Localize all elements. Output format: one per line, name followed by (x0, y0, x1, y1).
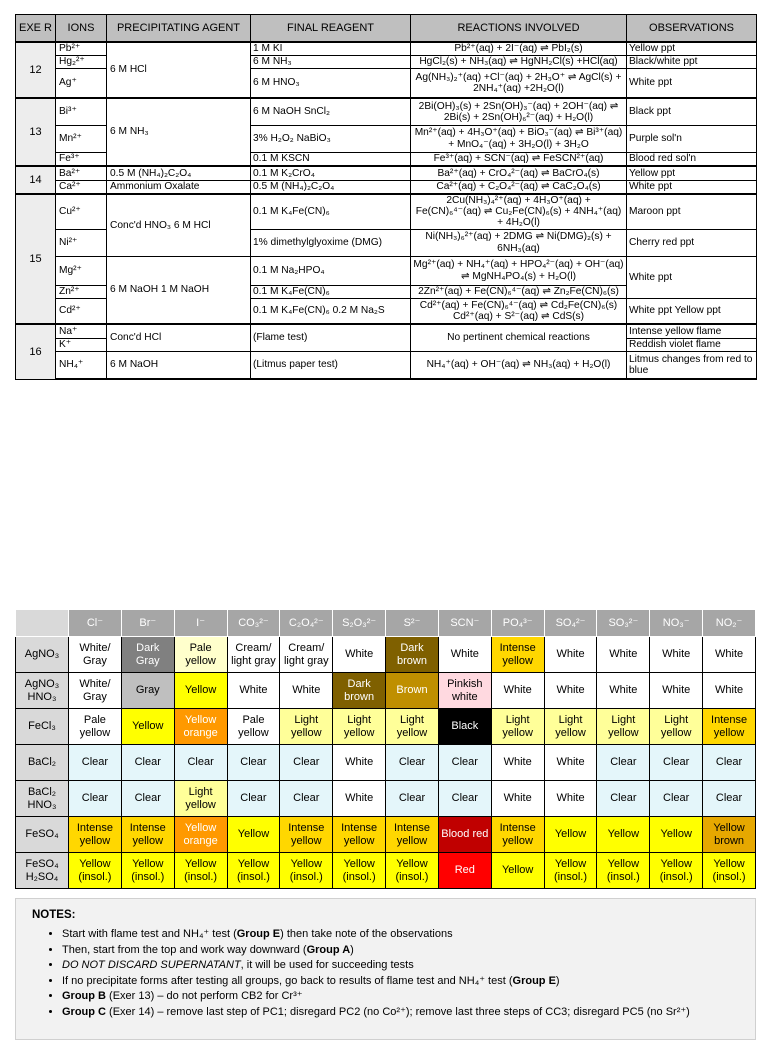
result-cell: Yellow (insol.) (280, 853, 333, 889)
result-cell: Clear (650, 781, 703, 817)
result-cell: Pale yellow (174, 637, 227, 673)
reagent-row-header: AgNO₃ HNO₃ (16, 673, 69, 709)
result-cell: Intense yellow (491, 817, 544, 853)
ion-cell: Hg₂²⁺ (56, 55, 107, 68)
result-cell: Yellow brown (703, 817, 756, 853)
result-cell: Clear (121, 745, 174, 781)
observation-cell: Blood red sol'n (627, 152, 757, 166)
anion-table-header (16, 610, 756, 637)
reagent-cell: 0.1 M KSCN (251, 152, 411, 166)
result-cell: White (491, 781, 544, 817)
reagent-cell: 6 M NaOH SnCl₂ (251, 98, 411, 125)
reagent-row-header: BaCl₂ HNO₃ (16, 781, 69, 817)
result-cell: Yellow (174, 673, 227, 709)
anion-column-header: SO₃²⁻ (597, 610, 650, 637)
result-cell: Yellow (insol.) (227, 853, 280, 889)
result-cell: Clear (227, 781, 280, 817)
exer-number: 13 (16, 98, 56, 166)
reaction-cell: HgCl₂(s) + NH₃(aq) ⇌ HgNH₂Cl(s) +HCl(aq) (411, 55, 627, 68)
result-cell: Pale yellow (69, 709, 122, 745)
reaction-cell: 2Bi(OH)₃(s) + 2Sn(OH)₃⁻(aq) + 2OH⁻(aq) ⇌ 2Bi(s) + 2Sn(OH)₆²⁻(aq) + H₂O(l) (411, 98, 627, 125)
note-item (62, 989, 742, 1005)
ion-cell: Cd²⁺ (56, 298, 107, 324)
result-cell: Clear (597, 745, 650, 781)
reagent-cell: 6 M HNO₃ (251, 68, 411, 98)
table-row (16, 351, 757, 379)
reagent-cell: 6 M NH₃ (251, 55, 411, 68)
result-cell: White (227, 673, 280, 709)
ion-cell: K⁺ (56, 338, 107, 351)
reagent-row-header: FeCl₃ (16, 709, 69, 745)
result-cell: Light yellow (491, 709, 544, 745)
result-cell: White (438, 637, 491, 673)
agent-cell: 6 M NH₃ (107, 98, 251, 166)
reagent-cell: 0.1 M K₄Fe(CN)₆ (251, 194, 411, 229)
exer-number: 12 (16, 42, 56, 98)
reagent-row-header: AgNO₃ (16, 637, 69, 673)
reagent-cell: 0.1 M Na₂HPO₄ (251, 256, 411, 285)
observation-cell: Litmus changes from red to blue (627, 351, 757, 379)
result-cell: Clear (280, 745, 333, 781)
result-cell: Clear (69, 745, 122, 781)
observation-cell: Yellow ppt (627, 166, 757, 180)
notes-box (15, 898, 756, 1040)
result-cell: Clear (69, 781, 122, 817)
reaction-cell: Ni(NH₃)₆²⁺(aq) + 2DMG ⇌ Ni(DMG)₂(s) + 6NH₃(aq) (411, 229, 627, 256)
table-row (16, 709, 756, 745)
anion-column-header: S₂O₃²⁻ (333, 610, 386, 637)
anion-column-header: NO₂⁻ (703, 610, 756, 637)
exer-number: 16 (16, 324, 56, 379)
result-cell: White (650, 673, 703, 709)
result-cell: Yellow orange (174, 817, 227, 853)
ion-cell: Ca²⁺ (56, 180, 107, 194)
reagent-cell: 0.1 M K₄Fe(CN)₆ (251, 285, 411, 298)
result-cell: Yellow (insol.) (121, 853, 174, 889)
result-cell: White (544, 745, 597, 781)
reaction-cell: Ag(NH₃)₂⁺(aq) +Cl⁻(aq) + 2H₃O⁺ ⇌ AgCl(s) + 2NH₄⁺(aq) +2H₂O(l) (411, 68, 627, 98)
observation-cell: Maroon ppt (627, 194, 757, 229)
result-cell: Pale yellow (227, 709, 280, 745)
anion-column-header: C₂O₄²⁻ (280, 610, 333, 637)
observation-cell: White ppt (627, 256, 757, 298)
corner-cell (16, 610, 69, 637)
table-row (16, 745, 756, 781)
reagent-cell: (Litmus paper test) (251, 351, 411, 379)
result-cell: Yellow (insol.) (333, 853, 386, 889)
reaction-cell: Ba²⁺(aq) + CrO₄²⁻(aq) ⇌ BaCrO₄(s) (411, 166, 627, 180)
result-cell: Intense yellow (703, 709, 756, 745)
result-cell: Clear (703, 745, 756, 781)
reaction-cell: Ca²⁺(aq) + C₂O₄²⁻(aq) ⇌ CaC₂O₄(s) (411, 180, 627, 194)
reagent-row-header: FeSO₄ (16, 817, 69, 853)
result-cell: White/ Gray (69, 637, 122, 673)
note-text: ) (555, 974, 560, 987)
anion-column-header: NO₃⁻ (650, 610, 703, 637)
result-cell: White (703, 637, 756, 673)
note-text: Group A (306, 943, 351, 956)
note-text: (Exer 13) – do not perform CB2 for Cr³⁺ (106, 990, 303, 1002)
result-cell: Clear (438, 781, 491, 817)
anion-column-header: CO₃²⁻ (227, 610, 280, 637)
table-row (16, 166, 757, 180)
ion-cell: Pb²⁺ (56, 42, 107, 55)
result-cell: Light yellow (333, 709, 386, 745)
note-text: Start with flame test and NH₄⁺ test ( (62, 928, 237, 940)
reagent-cell: 1% dimethylglyoxime (DMG) (251, 229, 411, 256)
note-text: Group C (62, 1005, 106, 1018)
table-row (16, 98, 757, 125)
result-cell: Cream/ light gray (280, 637, 333, 673)
reaction-cell: Mn²⁺(aq) + 4H₃O⁺(aq) + BiO₃⁻(aq) ⇌ Bi³⁺(aq) + MnO₄⁻(aq) + 3H₂O(l) + 3H₂O (411, 125, 627, 152)
result-cell: Brown (386, 673, 439, 709)
result-cell: Clear (121, 781, 174, 817)
reagent-cell: (Flame test) (251, 324, 411, 351)
exer-number: 14 (16, 166, 56, 194)
note-text: ) (350, 943, 354, 956)
result-cell: White/ Gray (69, 673, 122, 709)
result-cell: Intense yellow (69, 817, 122, 853)
reagent-row-header: BaCl₂ (16, 745, 69, 781)
note-item (62, 958, 742, 974)
note-text: Group E (236, 928, 281, 940)
reagent-cell: 0.1 M K₂CrO₄ (251, 166, 411, 180)
result-cell: White (597, 673, 650, 709)
table-row (16, 637, 756, 673)
anion-column-header: Br⁻ (121, 610, 174, 637)
reagent-cell: 0.1 M K₄Fe(CN)₆ 0.2 M Na₂S (251, 298, 411, 324)
ion-cell: Mg²⁺ (56, 256, 107, 285)
result-cell: Light yellow (597, 709, 650, 745)
result-cell: Light yellow (280, 709, 333, 745)
table-row (16, 853, 756, 889)
result-cell: Clear (650, 745, 703, 781)
agent-cell: 6 M NaOH 1 M NaOH (107, 256, 251, 324)
note-text: DO NOT DISCARD SUPERNATANT (62, 959, 241, 971)
reaction-cell: Fe³⁺(aq) + SCN⁻(aq) ⇌ FeSCN²⁺(aq) (411, 152, 627, 166)
result-cell: Light yellow (650, 709, 703, 745)
result-cell: Dark brown (333, 673, 386, 709)
note-text: Then, start from the top and work way downward ( (62, 943, 307, 956)
result-cell: Light yellow (386, 709, 439, 745)
observation-cell: Reddish violet flame (627, 338, 757, 351)
result-cell: Intense yellow (333, 817, 386, 853)
table-row (16, 256, 757, 285)
result-cell: Cream/ light gray (227, 637, 280, 673)
table-row (16, 781, 756, 817)
result-cell: Blood red (438, 817, 491, 853)
result-cell: Yellow (491, 853, 544, 889)
header-precipitating-agent: PRECIPITATING AGENT (107, 15, 251, 43)
reaction-cell: No pertinent chemical reactions (411, 324, 627, 351)
agent-cell: 6 M NaOH (107, 351, 251, 379)
observation-cell: Yellow ppt (627, 42, 757, 55)
agent-cell: 6 M HCl (107, 42, 251, 98)
observation-cell: Purple sol'n (627, 125, 757, 152)
ion-cell: NH₄⁺ (56, 351, 107, 379)
cation-analysis-table (15, 14, 757, 380)
anion-column-header: Cl⁻ (69, 610, 122, 637)
result-cell: Yellow (insol.) (650, 853, 703, 889)
reagent-cell: 3% H₂O₂ NaBiO₃ (251, 125, 411, 152)
header-ions: IONS (56, 15, 107, 43)
result-cell: Yellow (121, 709, 174, 745)
result-cell: White (650, 637, 703, 673)
note-item (62, 974, 742, 990)
agent-cell: Conc'd HCl (107, 324, 251, 351)
result-cell: Clear (386, 781, 439, 817)
anion-column-header: SO₄²⁻ (544, 610, 597, 637)
note-item (62, 943, 742, 959)
result-cell: Yellow (597, 817, 650, 853)
header-reactions-involved: REACTIONS INVOLVED (411, 15, 627, 43)
ion-cell: Fe³⁺ (56, 152, 107, 166)
result-cell: Yellow (650, 817, 703, 853)
result-cell: Pinkish white (438, 673, 491, 709)
anion-column-header: PO₄³⁻ (491, 610, 544, 637)
agent-cell: Conc'd HNO₃ 6 M HCl (107, 194, 251, 256)
header-exer: EXE R (16, 15, 56, 43)
anion-column-header: SCN⁻ (438, 610, 491, 637)
result-cell: Clear (174, 745, 227, 781)
result-cell: Clear (597, 781, 650, 817)
notes-list (16, 927, 742, 1020)
ion-cell: Ag⁺ (56, 68, 107, 98)
result-cell: White (544, 637, 597, 673)
reagent-row-header: FeSO₄ H₂SO₄ (16, 853, 69, 889)
exer-number: 15 (16, 194, 56, 324)
ion-cell: Ni²⁺ (56, 229, 107, 256)
observation-cell: White ppt (627, 180, 757, 194)
result-cell: Light yellow (174, 781, 227, 817)
result-cell: Yellow (insol.) (69, 853, 122, 889)
note-text: Group E (512, 974, 556, 987)
result-cell: Yellow (insol.) (703, 853, 756, 889)
result-cell: Dark Gray (121, 637, 174, 673)
agent-cell: 0.5 M (NH₄)₂C₂O₄ (107, 166, 251, 180)
result-cell: Yellow orange (174, 709, 227, 745)
note-text: , it will be used for succeeding tests (240, 959, 414, 971)
agent-cell: Ammonium Oxalate (107, 180, 251, 194)
notes-title: NOTES: (32, 909, 76, 921)
result-cell: Black (438, 709, 491, 745)
note-item (62, 1005, 742, 1021)
table-row (16, 42, 757, 55)
result-cell: White (333, 745, 386, 781)
reaction-cell: NH₄⁺(aq) + OH⁻(aq) ⇌ NH₃(aq) + H₂O(l) (411, 351, 627, 379)
reaction-cell: Mg²⁺(aq) + NH₄⁺(aq) + HPO₄²⁻(aq) + OH⁻(aq) ⇌ MgNH₄PO₄(s) + H₂O(l) (411, 256, 627, 285)
result-cell: Red (438, 853, 491, 889)
result-cell: Yellow (227, 817, 280, 853)
observation-cell: White ppt (627, 68, 757, 98)
result-cell: Yellow (insol.) (174, 853, 227, 889)
result-cell: White (491, 673, 544, 709)
anion-column-header: I⁻ (174, 610, 227, 637)
table-row (16, 324, 757, 338)
result-cell: Clear (386, 745, 439, 781)
ion-cell: Mn²⁺ (56, 125, 107, 152)
result-cell: Intense yellow (491, 637, 544, 673)
result-cell: White (491, 745, 544, 781)
observation-cell: Black ppt (627, 98, 757, 125)
table-row (16, 673, 756, 709)
note-text: Group B (62, 990, 106, 1002)
result-cell: Clear (227, 745, 280, 781)
result-cell: White (544, 781, 597, 817)
result-cell: Intense yellow (386, 817, 439, 853)
note-text: ) then take note of the observations (280, 928, 453, 940)
result-cell: Yellow (insol.) (597, 853, 650, 889)
table-row (16, 194, 757, 229)
observation-cell: White ppt Yellow ppt (627, 298, 757, 324)
reaction-cell: 2Cu(NH₃)₄²⁺(aq) + 4H₃O⁺(aq) + Fe(CN)₆⁴⁻(aq) ⇌ Cu₂Fe(CN)₆(s) + 4NH₄⁺(aq) + 4H₂O(l) (411, 194, 627, 229)
result-cell: Intense yellow (121, 817, 174, 853)
table-row (16, 180, 757, 194)
result-cell: Light yellow (544, 709, 597, 745)
result-cell: White (597, 637, 650, 673)
result-cell: Intense yellow (280, 817, 333, 853)
anion-color-table (15, 609, 756, 889)
note-item (62, 927, 742, 943)
anion-column-header: S²⁻ (386, 610, 439, 637)
result-cell: Dark brown (386, 637, 439, 673)
ion-cell: Zn²⁺ (56, 285, 107, 298)
result-cell: White (280, 673, 333, 709)
ion-cell: Bi³⁺ (56, 98, 107, 125)
result-cell: Clear (438, 745, 491, 781)
result-cell: Gray (121, 673, 174, 709)
header-observations: OBSERVATIONS (627, 15, 757, 43)
reaction-cell: 2Zn²⁺(aq) + Fe(CN)₆⁴⁻(aq) ⇌ Zn₂Fe(CN)₆(s) (411, 285, 627, 298)
result-cell: Yellow (insol.) (386, 853, 439, 889)
result-cell: Yellow (544, 817, 597, 853)
reagent-cell: 0.5 M (NH₄)₂C₂O₄ (251, 180, 411, 194)
ion-cell: Na⁺ (56, 324, 107, 338)
result-cell: Yellow (insol.) (544, 853, 597, 889)
result-cell: Clear (703, 781, 756, 817)
header-final-reagent: FINAL REAGENT (251, 15, 411, 43)
cation-table-header (16, 15, 757, 43)
reagent-cell: 1 M KI (251, 42, 411, 55)
result-cell: White (333, 781, 386, 817)
observation-cell: Black/white ppt (627, 55, 757, 68)
note-text: If no precipitate forms after testing all groups, go back to results of flame test and NH₄⁺ test ( (62, 974, 513, 987)
result-cell: White (333, 637, 386, 673)
ion-cell: Ba²⁺ (56, 166, 107, 180)
table-row (16, 817, 756, 853)
note-text: (Exer 14) – remove last step of PC1; disregard PC2 (no Co²⁺); remove last three steps of CC3; disregard PC5 (no Sr²⁺) (106, 1005, 690, 1018)
ion-cell: Cu²⁺ (56, 194, 107, 229)
observation-cell: Cherry red ppt (627, 229, 757, 256)
reaction-cell: Pb²⁺(aq) + 2I⁻(aq) ⇌ PbI₂(s) (411, 42, 627, 55)
observation-cell: Intense yellow flame (627, 324, 757, 338)
result-cell: White (703, 673, 756, 709)
result-cell: White (544, 673, 597, 709)
result-cell: Clear (280, 781, 333, 817)
reaction-cell: Cd²⁺(aq) + Fe(CN)₆⁴⁻(aq) ⇌ Cd₂Fe(CN)₆(s) Cd²⁺(aq) + S²⁻(aq) ⇌ CdS(s) (411, 298, 627, 324)
